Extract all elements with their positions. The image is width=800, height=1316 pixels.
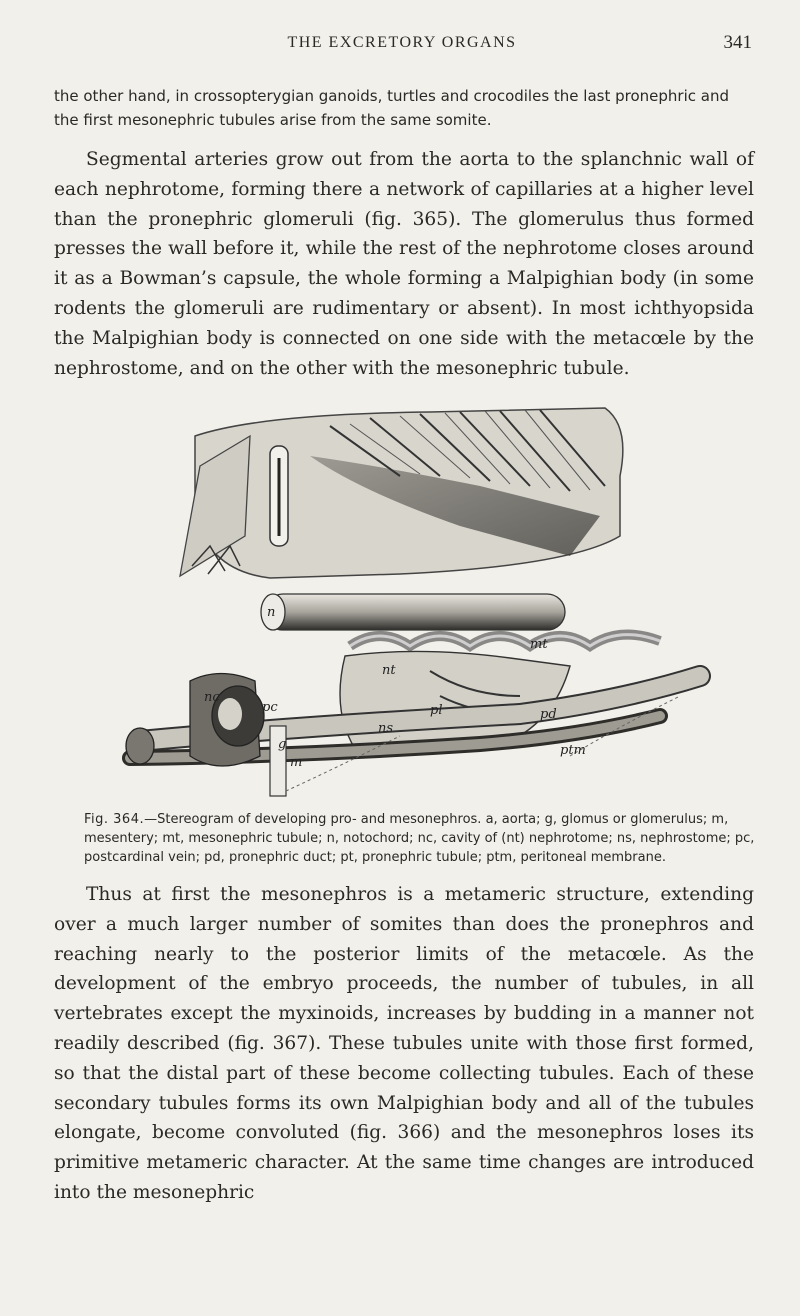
running-title: THE EXCRETORY ORGANS (287, 34, 517, 51)
paragraph-2: Thus at first the mesonephros is a metameric structure, extending over a much larger number of somites than does the pronephros and reaching nearly to the posterior limits of the metacœle. As the development of the embryo proceeds, the number of tubules, in all vertebrates except the myxinoids, increases by budding in a manner not readily described (fig. 367). These tubules unite with those first formed, so that the distal part of these become collecting tubules. Each of these secondary tubules forms its own Malpighian body and all of the tubules elongate, become convoluted (fig. 366) and the mesonephros loses its primitive metameric character. At the same time changes are introduced into the mesonephric (54, 884, 754, 1203)
stereogram-illustration (100, 396, 725, 806)
label-nc: nc (204, 690, 220, 705)
intro-paragraph: the other hand, in crossopterygian ganoids, turtles and crocodiles the last pronephric and the first mesonephric tubules arise from the same somite. (54, 87, 729, 129)
label-ptm: ptm (560, 743, 586, 758)
label-nt: nt (382, 663, 396, 678)
paragraph-1: Segmental arteries grow out from the aorta to the splanchnic wall of each nephrotome, forming there a network of capillaries at a higher level than the pronephric glomeruli (fig. 365). The glomerulus thus formed presses the wall before it, while the rest of the nephrotome closes around it as a Bowman’s capsule, the whole forming a Malpighian body (in some rodents the glomeruli are rudimentary or absent). In most ichthyopsida the Malpighian body is connected on one side with the metacœle by the nephrostome, and on the other with the mesonephric tubule. (54, 149, 754, 379)
label-pd: pd (540, 707, 557, 722)
label-n: n (267, 605, 276, 620)
label-mt: mt (530, 637, 548, 652)
running-head (52, 30, 752, 60)
label-pc: pc (262, 700, 278, 715)
label-g: g (278, 737, 287, 752)
label-m: m (290, 755, 303, 770)
label-ns: ns (378, 721, 394, 736)
stereogram-figure (100, 396, 725, 806)
page-number: 341 (723, 32, 752, 53)
caption-text: —Stereogram of developing pro- and mesonephros. a, aorta; g, glomus or glomerulus; m, mesentery; mt, mesonephric tubule; n, notochord; nc, cavity of (nt) nephrotome; ns, nephrostome; pc, postcardinal vein; pd, pronephric duct; pt, pronephric tubule; ptm, peritoneal membrane. (84, 812, 755, 865)
figure-caption (84, 810, 760, 867)
label-pl: pl (430, 703, 443, 718)
figure-label: Fig. 364. (84, 812, 145, 827)
